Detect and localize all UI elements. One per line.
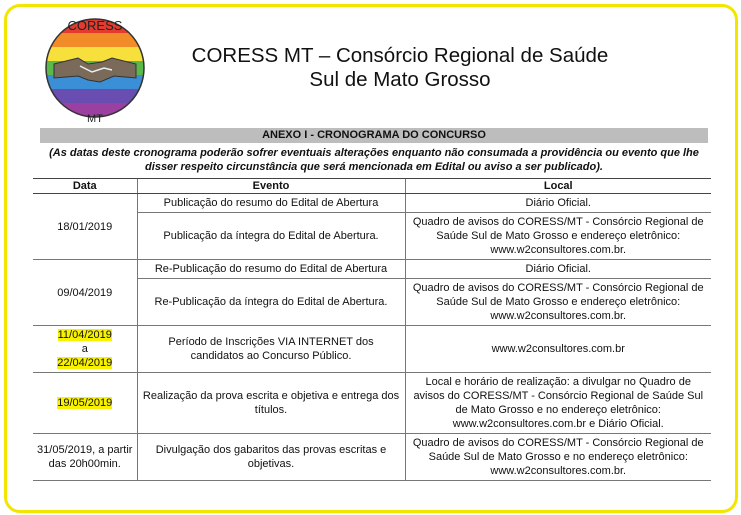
local-cell: Local e horário de realização: a divulgar no Quadro de avisos do CORESS/MT - Consórcio Regional de Saúde Sul de Mato Grosso e no endereço eletrônico: www.w2consultores.com.br e Diário Oficial. [405,373,711,434]
schedule-table [33,178,711,481]
local-cell: Quadro de avisos do CORESS/MT - Consórcio Regional de Saúde Sul de Mato Grosso e no endereço eletrônico: www.w2consultores.com.br. [405,434,711,481]
table-row [33,434,711,481]
local-cell: www.w2consultores.com.br [405,326,711,373]
table-row [33,373,711,434]
header-data: Data [33,179,137,194]
date-end: 22/04/2019 [57,357,113,369]
local-cell: Quadro de avisos do CORESS/MT - Consórcio Regional de Saúde Sul de Mato Grosso e endereço eletrônico: www.w2consultores.com.br. [405,279,711,326]
title-line-2: Sul de Mato Grosso [309,68,491,91]
annex-title: ANEXO I - CRONOGRAMA DO CONCURSO [40,128,708,143]
logo-text-top: CORESS [67,18,123,33]
event-cell: Re-Publicação do resumo do Edital de Abertura [137,260,405,279]
date-cell [33,373,137,434]
event-cell: Realização da prova escrita e objetiva e entrega dos títulos. [137,373,405,434]
header-local: Local [405,179,711,194]
date-highlight: 19/05/2019 [57,397,113,409]
event-cell: Publicação do resumo do Edital de Abertura [137,194,405,213]
header-evento: Evento [137,179,405,194]
local-cell: Diário Oficial. [405,260,711,279]
date-cell: 09/04/2019 [33,260,137,326]
date-separator: a [81,343,88,355]
logo-text-bottom: MT [87,113,103,125]
table-row [33,194,711,213]
title-line-1: CORESS MT – Consórcio Regional de Saúde [191,44,609,67]
page-title [150,44,650,92]
table-row [33,260,711,279]
date-cell: 31/05/2019, a partir das 20h00min. [33,434,137,481]
event-cell: Re-Publicação da íntegra do Edital de Abertura. [137,279,405,326]
schedule-note: (As datas deste cronograma poderão sofrer eventuais alterações enquanto não consumada a providência ou evento que lhe disser respeito circunstância que será mencionada em Edital ou aviso a ser publicado). [49,147,699,173]
local-cell: Quadro de avisos do CORESS/MT - Consórcio Regional de Saúde Sul de Mato Grosso e endereço eletrônico: www.w2consultores.com.br. [405,213,711,260]
date-range-cell [33,326,137,373]
date-cell: 18/01/2019 [33,194,137,260]
event-cell: Período de Inscrições VIA INTERNET dos candidatos ao Concurso Público. [137,326,405,373]
date-start: 11/04/2019 [57,329,112,341]
event-cell: Publicação da íntegra do Edital de Abertura. [137,213,405,260]
event-cell: Divulgação dos gabaritos das provas escritas e objetivas. [137,434,405,481]
coress-logo [40,8,150,126]
local-cell: Diário Oficial. [405,194,711,213]
table-row [33,326,711,373]
table-header-row [33,179,711,194]
